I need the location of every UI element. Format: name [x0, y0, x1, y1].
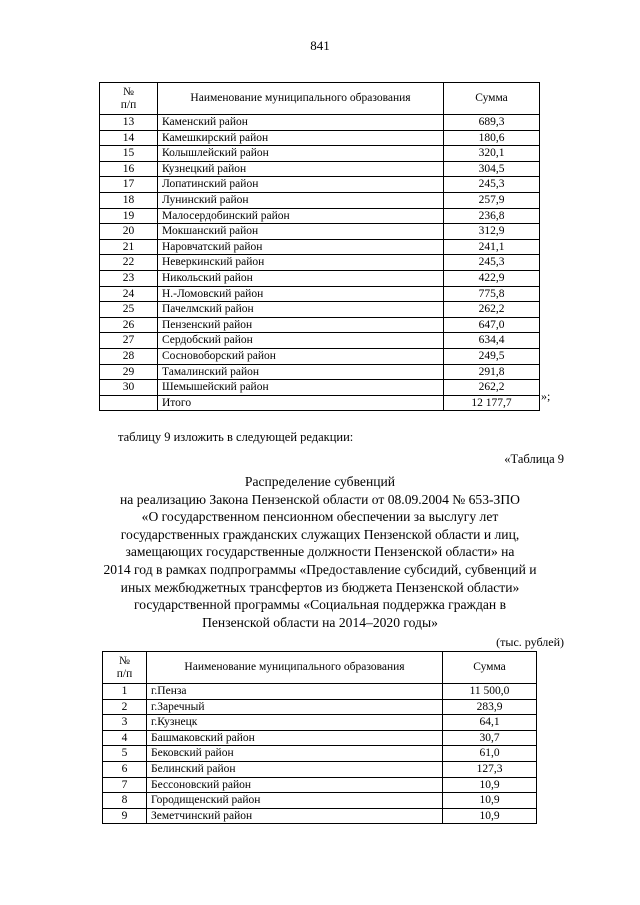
table1-body — [100, 115, 540, 411]
row-number: 25 — [100, 302, 158, 318]
row-number: 21 — [100, 239, 158, 255]
row-number — [100, 395, 158, 411]
table-row — [100, 348, 540, 364]
row-sum: 127,3 — [443, 761, 537, 777]
row-municipality: Тамалинский район — [158, 364, 444, 380]
table-row — [100, 270, 540, 286]
row-sum: 312,9 — [444, 224, 540, 240]
row-municipality: Мокшанский район — [158, 224, 444, 240]
row-sum: 647,0 — [444, 317, 540, 333]
row-number: 13 — [100, 115, 158, 131]
row-number: 27 — [100, 333, 158, 349]
row-municipality: Пензенский район — [158, 317, 444, 333]
table-row — [100, 208, 540, 224]
row-sum: 262,2 — [444, 302, 540, 318]
row-number: 2 — [103, 699, 147, 715]
title-line: 2014 год в рамках подпрограммы «Предоставление субсидий, субвенций и — [103, 561, 537, 577]
row-municipality: Пачелмский район — [158, 302, 444, 318]
row-municipality: Колышлейский район — [158, 146, 444, 162]
row-sum: 30,7 — [443, 730, 537, 746]
row-number: 24 — [100, 286, 158, 302]
row-sum: 262,2 — [444, 380, 540, 396]
table-row — [100, 302, 540, 318]
row-number: 3 — [103, 715, 147, 731]
row-number: 20 — [100, 224, 158, 240]
row-sum: 10,9 — [443, 777, 537, 793]
row-municipality: Лунинский район — [158, 192, 444, 208]
table-row — [103, 746, 537, 762]
units-label: (тыс. рублей) — [496, 635, 564, 649]
page-number: 841 — [310, 38, 330, 53]
row-sum: 180,6 — [444, 130, 540, 146]
row-municipality: Бессоновский район — [147, 777, 443, 793]
table-row — [100, 364, 540, 380]
table-row — [103, 730, 537, 746]
table-row — [100, 130, 540, 146]
table-row — [103, 761, 537, 777]
row-sum: 291,8 — [444, 364, 540, 380]
row-municipality: г.Пенза — [147, 684, 443, 700]
title-line: иных межбюджетных трансфертов из бюджета Пензенской области» — [120, 579, 520, 595]
row-sum: 689,3 — [444, 115, 540, 131]
table-row — [103, 715, 537, 731]
title-line: государственных гражданских служащих Пензенской области и лиц, — [120, 526, 520, 542]
row-sum: 11 500,0 — [443, 684, 537, 700]
table-row — [100, 224, 540, 240]
row-sum: 241,1 — [444, 239, 540, 255]
row-municipality: г.Заречный — [147, 699, 443, 715]
row-number: 14 — [100, 130, 158, 146]
row-number: 23 — [100, 270, 158, 286]
row-municipality: Белинский район — [147, 761, 443, 777]
row-municipality: Малосердобинский район — [158, 208, 444, 224]
row-municipality: Наровчатский район — [158, 239, 444, 255]
row-number: 4 — [103, 730, 147, 746]
header-number: № п/п — [100, 83, 158, 115]
table-row — [100, 317, 540, 333]
row-sum: 245,3 — [444, 177, 540, 193]
row-sum: 10,9 — [443, 808, 537, 824]
table-row — [100, 380, 540, 396]
row-number: 30 — [100, 380, 158, 396]
header-number: № п/п — [103, 652, 147, 684]
header-sum: Сумма — [444, 83, 540, 115]
title-line: «О государственном пенсионном обеспечении за выслугу лет — [141, 509, 499, 525]
row-sum: 236,8 — [444, 208, 540, 224]
row-number: 5 — [103, 746, 147, 762]
row-sum: 304,5 — [444, 161, 540, 177]
table-row — [103, 808, 537, 824]
title-line: замещающих государственные должности Пензенской области» на — [125, 544, 515, 560]
table-row — [103, 684, 537, 700]
table-row — [100, 177, 540, 193]
header-municipality: Наименование муниципального образования — [147, 652, 443, 684]
table-row — [100, 146, 540, 162]
row-sum: 634,4 — [444, 333, 540, 349]
row-number: 18 — [100, 192, 158, 208]
title-line: Пензенской области на 2014–2020 годы» — [202, 614, 438, 630]
table-reference: «Таблица 9 — [504, 452, 564, 466]
row-number: 26 — [100, 317, 158, 333]
table-row — [103, 777, 537, 793]
row-municipality: Итого — [158, 395, 444, 411]
table-title — [60, 473, 580, 631]
title-line: государственной программы «Социальная поддержка граждан в — [133, 597, 506, 613]
row-number: 22 — [100, 255, 158, 271]
row-municipality: Неверкинский район — [158, 255, 444, 271]
row-number: 28 — [100, 348, 158, 364]
row-number: 8 — [103, 793, 147, 809]
header-municipality: Наименование муниципального образования — [158, 83, 444, 115]
row-sum: 283,9 — [443, 699, 537, 715]
row-municipality: Н.-Ломовский район — [158, 286, 444, 302]
table-row — [103, 793, 537, 809]
table-row — [100, 395, 540, 411]
row-number: 6 — [103, 761, 147, 777]
table-row — [100, 192, 540, 208]
table-row — [100, 333, 540, 349]
table2-body — [103, 684, 537, 824]
row-municipality: Шемышейский район — [158, 380, 444, 396]
row-municipality: Никольский район — [158, 270, 444, 286]
row-municipality: Кузнецкий район — [158, 161, 444, 177]
row-municipality: Сосновоборский район — [158, 348, 444, 364]
table-row — [100, 286, 540, 302]
row-municipality: Земетчинский район — [147, 808, 443, 824]
row-number: 19 — [100, 208, 158, 224]
row-municipality: Сердобский район — [158, 333, 444, 349]
row-number: 16 — [100, 161, 158, 177]
table-row — [100, 239, 540, 255]
subsidy-table-continued — [99, 82, 540, 411]
subsidy-table-9 — [102, 651, 537, 824]
row-number: 29 — [100, 364, 158, 380]
row-sum: 61,0 — [443, 746, 537, 762]
row-sum: 12 177,7 — [444, 395, 540, 411]
table-row — [100, 115, 540, 131]
closing-quote: »; — [541, 389, 551, 403]
row-sum: 320,1 — [444, 146, 540, 162]
row-municipality: Башмаковский район — [147, 730, 443, 746]
table-row — [100, 255, 540, 271]
row-municipality: Каменский район — [158, 115, 444, 131]
row-municipality: Лопатинский район — [158, 177, 444, 193]
row-sum: 10,9 — [443, 793, 537, 809]
title-line: на реализацию Закона Пензенской области от 08.09.2004 № 653-ЗПО — [120, 491, 520, 507]
row-number: 7 — [103, 777, 147, 793]
table-row — [103, 699, 537, 715]
row-sum: 64,1 — [443, 715, 537, 731]
row-number: 9 — [103, 808, 147, 824]
row-sum: 249,5 — [444, 348, 540, 364]
row-number: 17 — [100, 177, 158, 193]
row-number: 1 — [103, 684, 147, 700]
row-sum: 422,9 — [444, 270, 540, 286]
table-row — [100, 161, 540, 177]
row-sum: 257,9 — [444, 192, 540, 208]
row-sum: 245,3 — [444, 255, 540, 271]
row-municipality: г.Кузнецк — [147, 715, 443, 731]
row-municipality: Бековский район — [147, 746, 443, 762]
row-municipality: Камешкирский район — [158, 130, 444, 146]
row-municipality: Городищенский район — [147, 793, 443, 809]
header-sum: Сумма — [443, 652, 537, 684]
title-line: Распределение субвенций — [244, 474, 396, 489]
instruction-text: таблицу 9 изложить в следующей редакции: — [118, 430, 354, 444]
row-sum: 775,8 — [444, 286, 540, 302]
row-number: 15 — [100, 146, 158, 162]
